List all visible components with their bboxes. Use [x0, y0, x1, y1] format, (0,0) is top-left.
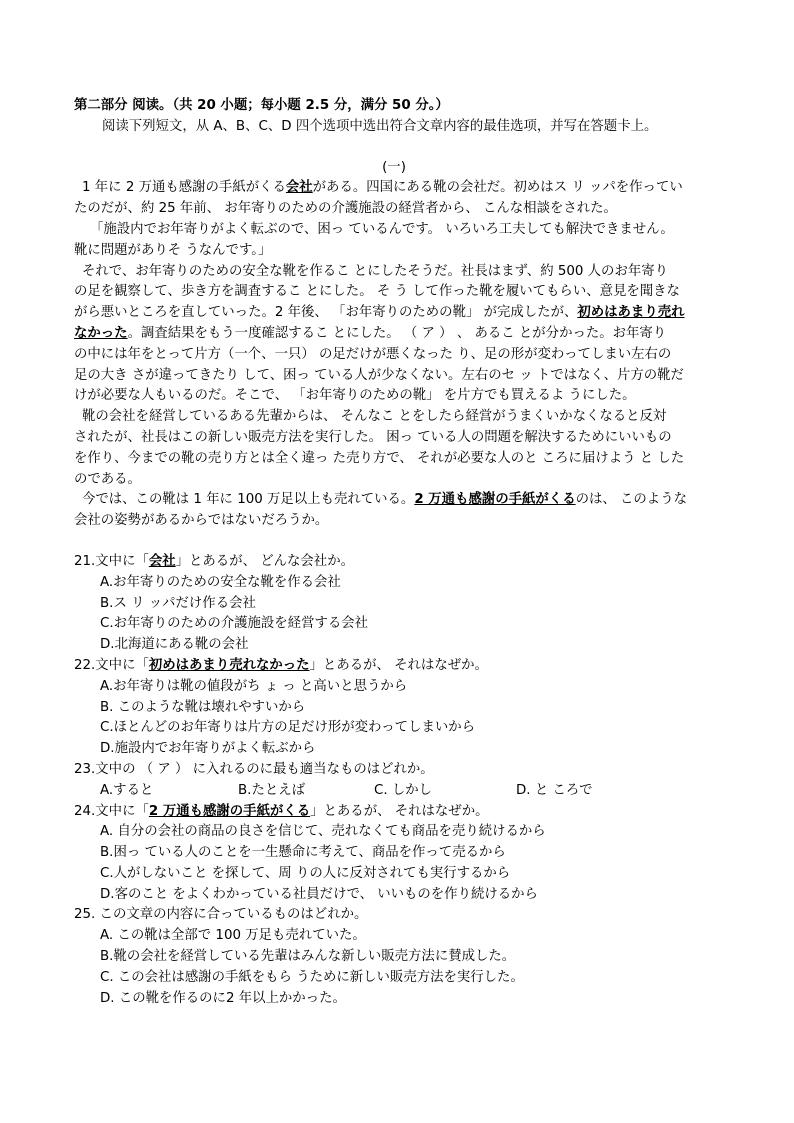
question-stem: 23.文中の （ ア ） に入れるのに最も適当なものはどれか。	[74, 761, 434, 777]
option-b[interactable]: B.靴の会社を経営している先輩はみんな新しい販売方法に賛成した。	[100, 949, 516, 965]
option-b[interactable]: B.困っ ている人のことを一生懸命に考えて、商品を作って売るから	[100, 845, 506, 861]
option-c[interactable]: C. しかし	[374, 782, 433, 798]
underlined-phrase: なかった	[74, 325, 128, 341]
option-c[interactable]: C.お年寄りのための介護施設を経営する会社	[100, 616, 369, 632]
passage-line: 足の大き さが違ってきたり して、困っ ている人が少なくない。左右のセ ッ トではなく、片方の靴だ	[74, 367, 684, 383]
passage-line: されたが、社長はこの新しい販売方法を実行した。 困っ ている人の問題を解決するためにいいもの	[74, 429, 672, 445]
question-24	[74, 802, 724, 906]
option-a[interactable]: A.すると	[100, 782, 154, 798]
option-d[interactable]: D. と ころで	[516, 782, 593, 798]
option-c[interactable]: C.人がしないこと を探して、周 りの人に反対されても実行するから	[100, 865, 511, 881]
underlined-phrase: 会社	[285, 180, 313, 196]
passage-line: を作り、今までの靴の売り方とは全く違っ た売り方で、 それが必要な人のと ころに届けよう と した	[74, 450, 685, 466]
passage-line: 靴の会社を経営しているある先輩からは、 そんなこ とをしたら経営がうまくいかなくなると反対	[82, 409, 667, 425]
passage-number: (一)	[382, 159, 406, 175]
option-d[interactable]: D.北海道にある靴の会社	[100, 637, 249, 653]
option-c[interactable]: C.ほとんどのお年寄りは片方の足だけ形が変わってしまいから	[100, 720, 476, 736]
passage-line: がら悪いところを直していった。2 年後、 「お年寄りのための靴」 が完成したが、初めはあまり売れ	[74, 305, 685, 321]
section-instruction: 阅读下列短文，从 A、B、C、D 四个选项中选出符合文章内容的最佳选项，并写在答题卡上。	[102, 118, 658, 134]
option-d[interactable]: D. この靴を作るのに2 年以上かかった。	[100, 990, 346, 1006]
underlined-phrase: 2 万通も感謝の手紙がくる	[414, 492, 576, 508]
question-stem: 21.文中に「会社」とあるが、 どんな会社か。	[74, 553, 354, 569]
option-b[interactable]: B.ス リ ッパだけ作る会社	[100, 595, 256, 611]
question-22	[74, 656, 724, 760]
passage-line: なかった。調査結果をもう一度確認するこ とにした。 （ ア ） 、 あるこ とが分かった。お年寄り	[74, 325, 667, 341]
passage-line: の足を観察して、歩き方を調査するこ とにした。 そ う して作った靴を履いてもらい、意見を聞きな	[74, 284, 680, 300]
passage-line: 今では、この靴は 1 年に 100 万足以上も売れている。2 万通も感謝の手紙がくるのは、 このような	[82, 492, 687, 508]
option-d[interactable]: D.客のこと をよくわかっている社員だけで、 いいものを作り続けるから	[100, 886, 538, 902]
passage-line: のである。	[74, 471, 141, 487]
passage-body	[74, 178, 724, 532]
question-stem: 22.文中に「初めはあまり売れなかった」とあるが、 それはなぜか。	[74, 657, 488, 673]
passage-line: 会社の姿勢があるからではないだろうか。	[74, 513, 329, 529]
question-25	[74, 905, 724, 1009]
underlined-phrase: 会社	[148, 553, 176, 569]
question-21	[74, 552, 724, 656]
question-stem: 25. この文章の内容に合っているものはどれか。	[74, 907, 368, 923]
option-a[interactable]: A.お年寄りのための安全な靴を作る会社	[100, 574, 341, 590]
options-row	[74, 781, 724, 802]
underlined-phrase: 2 万通も感謝の手紙がくる	[148, 803, 311, 819]
option-b[interactable]: B. このような靴は壊れやすいから	[100, 699, 306, 715]
section-title: 第二部分 阅读。（共 20 小题；每小题 2.5 分，满分 50 分。）	[74, 98, 449, 113]
passage-line: 靴に問題がありそ うなんです。」	[74, 242, 272, 258]
option-a[interactable]: A. 自分の会社の商品の良さを信じて、売れなくても商品を売り続けるから	[100, 824, 546, 840]
option-a[interactable]: A. この靴は全部で 100 万足も売れていた。	[100, 928, 366, 944]
question-23	[74, 760, 724, 802]
passage-line: 「施設内でお年寄りがよく転ぶので、困っ ているんです。 いろいろ工夫しても解決できません。	[90, 221, 674, 237]
underlined-phrase: 初めはあまり売れなかった	[148, 657, 310, 673]
option-d[interactable]: D.施設内でお年寄りがよく転ぶから	[100, 741, 316, 757]
passage-line: 1 年に 2 万通も感謝の手紙がくる会社がある。四国にある靴の会社だ。初めはス リ ッパを作ってい	[82, 180, 683, 196]
option-c[interactable]: C. この会社は感謝の手紙をもら うために新しい販売方法を実行した。	[100, 969, 524, 985]
underlined-phrase: 初めはあまり売れ	[577, 305, 685, 321]
option-a[interactable]: A.お年寄りは靴の値段がち ょ っ と高いと思うから	[100, 678, 408, 694]
passage-line: の中には年をとって片方（一个、一只） の足だけが悪くなった り、足の形が変わってしまい左右の	[74, 346, 672, 362]
passage-line: けが必要な人もいるのだ。そこで、 「お年寄りのための靴」 を片方でも買えるよ うにした。	[74, 388, 636, 404]
passage-line: それで、お年寄りのための安全な靴を作るこ とにしたそうだ。社長はまず、約 500 人のお年寄り	[82, 263, 669, 279]
question-stem: 24.文中に「2 万通も感謝の手紙がくる」とあるが、 それはなぜか。	[74, 803, 489, 819]
option-b[interactable]: B.たとえば	[238, 782, 306, 798]
passage-line: たのだが、約 25 年前、 お年寄りのための介護施設の経営者から、 こんな相談をされた。	[74, 201, 617, 217]
